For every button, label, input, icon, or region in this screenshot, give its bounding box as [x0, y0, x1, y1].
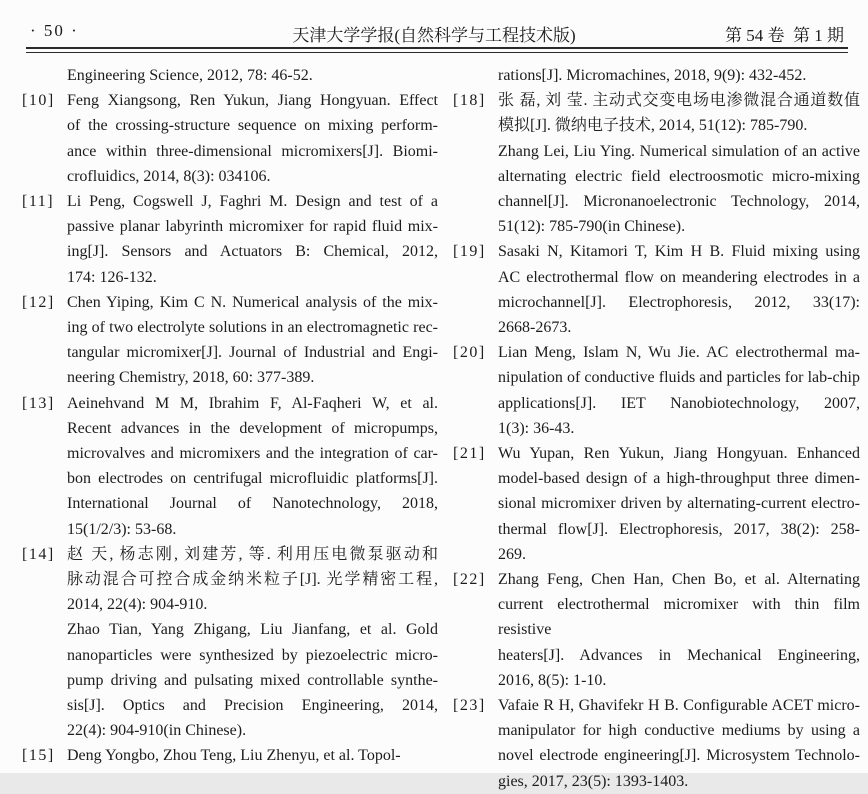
reference-line: 15(1/2/3): 53-68.: [67, 520, 177, 538]
reference-line: 174: 126-132.: [67, 268, 157, 286]
reference-number: [20]: [453, 344, 486, 362]
reference-line: Feng Xiangsong, Ren Yukun, Jiang Hongyuan. Effect: [67, 92, 438, 110]
reference-line: microvalves and micromixers and the integration of car-: [67, 445, 438, 463]
reference-line: thermal flow[J]. Electrophoresis, 2017, 38(2): 258-: [498, 520, 860, 538]
reference-number: [19]: [453, 243, 486, 261]
reference-line: 2016, 8(5): 1-10.: [498, 671, 607, 689]
journal-title: 天津大学学报(自然科学与工程技术版): [292, 26, 576, 45]
references-column-left: [22, 63, 438, 769]
reference-number: [18]: [453, 92, 486, 110]
references-column-right: [453, 63, 860, 794]
reference-line: passive planar labyrinth micromixer for rapid fluid mix-: [67, 218, 438, 236]
reference-line: heaters[J]. Advances in Mechanical Engineering,: [498, 646, 860, 664]
reference-number: [13]: [22, 394, 55, 412]
reference-number: [11]: [22, 193, 55, 211]
reference-line: nipulation of conductive fluids and particles for lab-chip: [498, 369, 860, 387]
reference-line: Zhang Feng, Chen Han, Chen Bo, et al. Alternating: [498, 571, 860, 589]
reference-line: tangular micromixer[J]. Journal of Industrial and Engi-: [67, 344, 438, 362]
reference-line: Zhang Lei, Liu Ying. Numerical simulation of an active: [498, 142, 860, 160]
reference-line: sional micromixer driven by alternating-current electro-: [498, 495, 860, 513]
reference-line: 2014, 22(4): 904-910.: [67, 596, 208, 614]
reference-line: 模拟[J]. 微纳电子技术, 2014, 51(12): 785-790.: [498, 117, 808, 135]
reference-line: 脉动混合可控合成金纳米粒子[J]. 光学精密工程,: [67, 571, 438, 589]
reference-line: manipulator for high conductive mediums by using a: [498, 722, 860, 740]
reference-line: applications[J]. IET Nanobiotechnology, 2007,: [498, 394, 860, 412]
reference-entry: [453, 63, 860, 88]
reference-entry: [22, 290, 438, 391]
reference-line: Li Peng, Cogswell J, Faghri M. Design and test of a: [67, 193, 438, 211]
reference-line: Vafaie R H, Ghavifekr H B. Configurable ACET micro-: [498, 697, 860, 715]
reference-line: bon electrodes on centrifugal microfluidic platforms[J].: [67, 470, 438, 488]
reference-line: channel[J]. Micronanoelectronic Technology, 2014,: [498, 193, 860, 211]
reference-entry: [22, 542, 438, 744]
reference-line: microchannel[J]. Electrophoresis, 2012, 33(17):: [498, 293, 860, 311]
reference-entry: [453, 88, 860, 239]
reference-line: AC electrothermal flow on meandering electrodes in a: [498, 268, 860, 286]
reference-line: 张 磊, 刘 莹. 主动式交变电场电渗微混合通道数值: [498, 92, 860, 110]
reference-entry: [22, 189, 438, 290]
reference-line: rations[J]. Micromachines, 2018, 9(9): 432-452.: [498, 67, 807, 84]
reference-line: ing[J]. Sensors and Actuators B: Chemical, 2012,: [67, 243, 438, 261]
reference-number: [22]: [453, 571, 486, 589]
reference-entry: [453, 693, 860, 794]
reference-line: 269.: [498, 545, 526, 563]
issue-info: 第 54 卷 第 1 期: [725, 26, 844, 45]
reference-line: Wu Yupan, Ren Yukun, Jiang Hongyuan. Enhanced: [498, 445, 860, 463]
reference-line: 1(3): 36-43.: [498, 419, 575, 437]
reference-line: 22(4): 904-910(in Chinese).: [67, 722, 247, 740]
reference-line: ing of two electrolyte solutions in an electromagnetic rec-: [67, 319, 438, 337]
reference-entry: [22, 63, 438, 88]
reference-line: of the crossing-structure sequence on mixing perform-: [67, 117, 438, 135]
header-double-rule: [26, 47, 848, 53]
reference-entry: [453, 239, 860, 340]
reference-line: Sasaki N, Kitamori T, Kim H B. Fluid mixing using: [498, 243, 860, 261]
reference-line: nanoparticles were synthesized by piezoelectric micro-: [67, 646, 438, 664]
reference-line: current electrothermal micromixer with thin film resistive: [498, 596, 860, 639]
reference-line: sis[J]. Optics and Precision Engineering, 2014,: [67, 697, 438, 715]
reference-line: novel electrode engineering[J]. Microsystem Technolo-: [498, 747, 860, 765]
reference-number: [21]: [453, 445, 486, 463]
reference-entry: [453, 567, 860, 693]
page-number: · 50 ·: [30, 21, 79, 40]
reference-line: Recent advances in the development of micropumps,: [67, 419, 438, 437]
reference-line: Aeinehvand M M, Ibrahim F, Al-Faqheri W, et al.: [67, 394, 438, 412]
reference-line: alternating electric field electroosmotic micro-mixing: [498, 167, 860, 185]
reference-entry: [22, 88, 438, 189]
reference-entry: [22, 391, 438, 542]
reference-line: Zhao Tian, Yang Zhigang, Liu Jianfang, et al. Gold: [67, 621, 438, 639]
reference-line: Engineering Science, 2012, 78: 46-52.: [67, 67, 313, 84]
reference-number: [23]: [453, 697, 486, 715]
reference-entry: [453, 441, 860, 567]
reference-number: [15]: [22, 747, 55, 765]
reference-line: gies, 2017, 23(5): 1393-1403.: [498, 772, 689, 790]
reference-line: Lian Meng, Islam N, Wu Jie. AC electrothermal ma-: [498, 344, 860, 362]
reference-line: pump driving and pulsating mixed controllable synthe-: [67, 671, 438, 689]
reference-line: 赵 天, 杨志刚, 刘建芳, 等. 利用压电微泵驱动和: [67, 545, 438, 563]
reference-line: crofluidics, 2014, 8(3): 034106.: [67, 167, 271, 185]
reference-line: model-based design of a high-throughput three dimen-: [498, 470, 860, 488]
reference-line: 51(12): 785-790(in Chinese).: [498, 218, 686, 236]
reference-line: neering Chemistry, 2018, 60: 377-389.: [67, 369, 315, 387]
reference-line: ance within three-dimensional micromixers[J]. Biomi-: [67, 142, 438, 160]
reference-line: Chen Yiping, Kim C N. Numerical analysis of the mix-: [67, 293, 438, 311]
reference-number: [14]: [22, 545, 55, 563]
reference-number: [10]: [22, 92, 55, 110]
reference-number: [12]: [22, 293, 55, 311]
reference-line: International Journal of Nanotechnology, 2018,: [67, 495, 438, 513]
reference-entry: [453, 340, 860, 441]
reference-line: 2668-2673.: [498, 319, 572, 337]
reference-line: Deng Yongbo, Zhou Teng, Liu Zhenyu, et al. Topol-: [67, 747, 401, 765]
reference-entry: [22, 743, 438, 768]
